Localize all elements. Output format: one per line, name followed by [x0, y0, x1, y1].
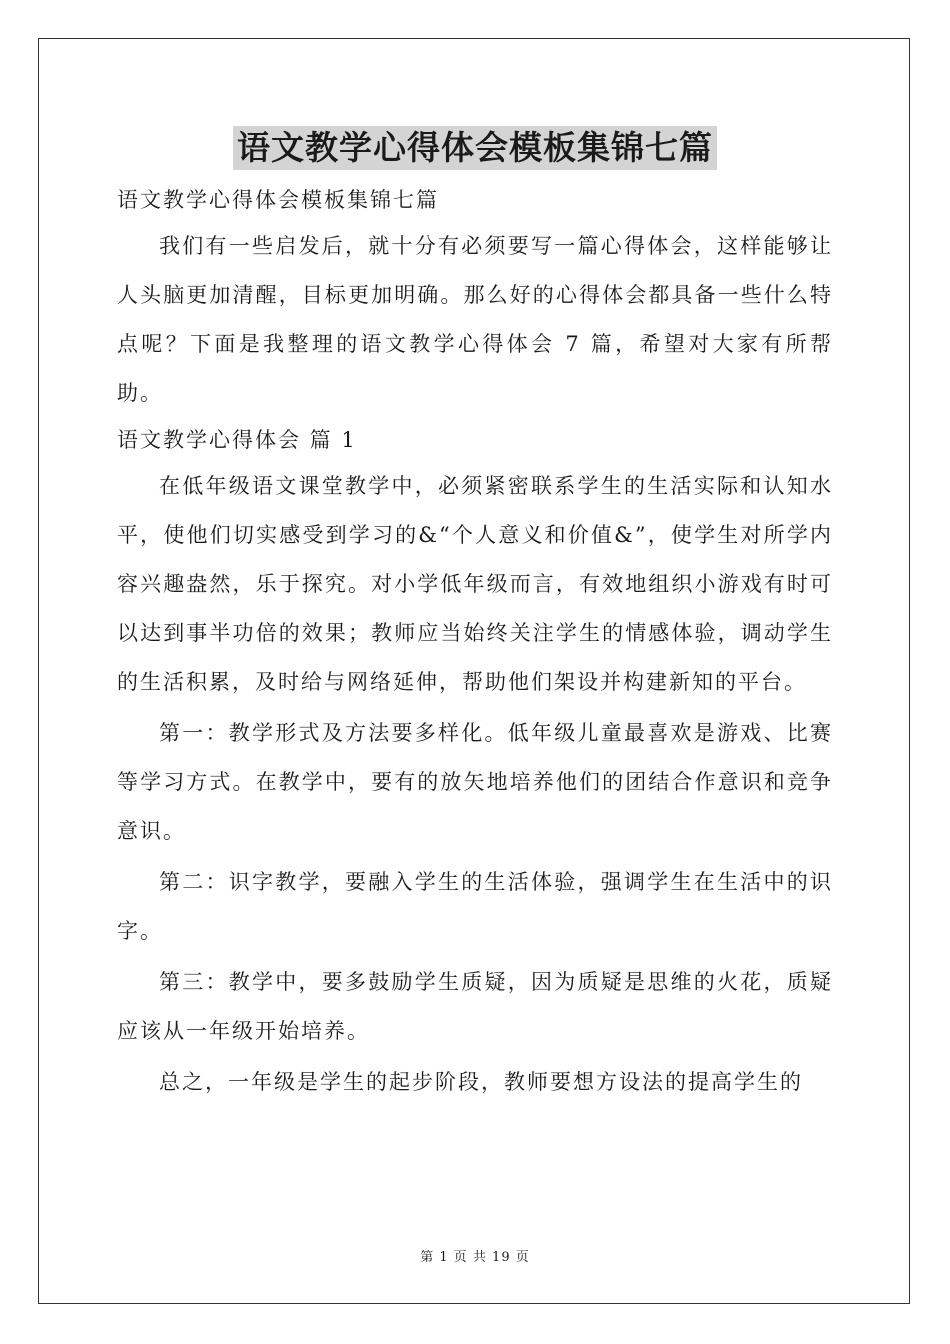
- title-container: [0, 126, 950, 170]
- document-title: 语文教学心得体会模板集锦七篇: [233, 126, 717, 170]
- body-paragraph: 第一：教学形式及方法要多样化。低年级儿童最喜欢是游戏、比赛等学习方式。在教学中，要有的放矢地培养他们的团结合作意识和竞争意识。: [117, 721, 833, 843]
- body-paragraph: 第三：教学中，要多鼓励学生质疑，因为质疑是思维的火花，质疑应该从一年级开始培养。: [117, 970, 833, 1043]
- section-heading: 语文教学心得体会 篇 1: [117, 428, 357, 452]
- body-paragraph: 总之，一年级是学生的起步阶段，教师要想方设法的提高学生的: [159, 1070, 803, 1094]
- document-body: [117, 180, 833, 1107]
- page-footer: 第 1 页 共 19 页: [420, 1250, 530, 1265]
- body-paragraph: 第二：识字教学，要融入学生的生活体验，强调学生在生活中的识字。: [117, 870, 833, 943]
- subtitle-line: 语文教学心得体会模板集锦七篇: [117, 188, 439, 212]
- intro-paragraph: 我们有一些启发后，就十分有必须要写一篇心得体会，这样能够让人头脑更加清醒，目标更加明确。那么好的心得体会都具备一些什么特点呢？下面是我整理的语文教学心得体会 7 篇，希望对大家有所帮助。: [117, 234, 833, 405]
- body-paragraph: 在低年级语文课堂教学中，必须紧密联系学生的生活实际和认知水平，使他们切实感受到学习的&“个人意义和价值&”，使学生对所学内容兴趣盎然，乐于探究。对小学低年级而言，有效地组织小游戏有时可以达到事半功倍的效果；教师应当始终关注学生的情感体验，调动学生的生活积累，及时给与网络延伸，帮助他们架设并构建新知的平台。: [117, 474, 833, 694]
